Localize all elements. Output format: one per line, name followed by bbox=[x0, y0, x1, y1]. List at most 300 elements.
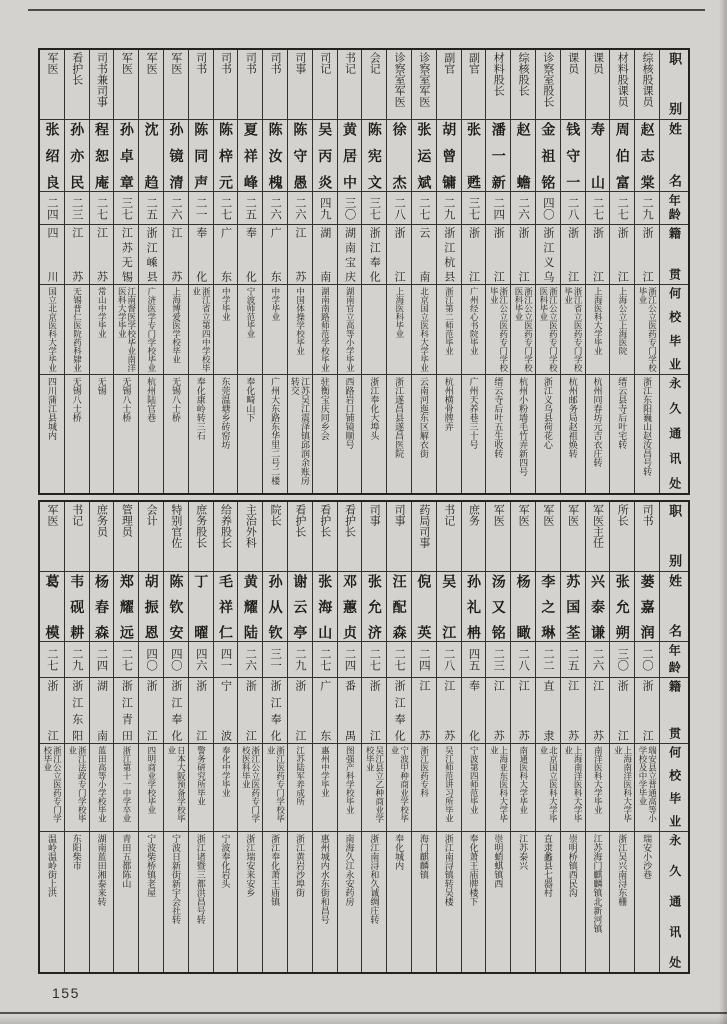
row-header-permanent-address: 永久通讯处 bbox=[667, 834, 682, 970]
school-graduated-cell: 宁波甲种商业学校毕业 bbox=[387, 744, 411, 832]
person-column bbox=[213, 50, 238, 493]
person-column bbox=[386, 502, 411, 972]
person-column bbox=[89, 50, 114, 493]
person-name-cell: 倪英 bbox=[412, 572, 436, 642]
job-title-cell: 庶务股长 bbox=[189, 502, 213, 572]
age-cell: 二四 bbox=[40, 192, 64, 225]
job-title-cell: 会记 bbox=[362, 50, 386, 120]
native-place-cell: 直隶 bbox=[536, 678, 560, 744]
job-title-cell: 司事 bbox=[362, 502, 386, 572]
person-name-cell: 蒌嘉润 bbox=[635, 572, 659, 642]
age-cell: 二三 bbox=[65, 192, 89, 225]
permanent-address-cell: 江苏吴江震泽镇邱润余账房转交 bbox=[289, 377, 311, 485]
native-place-cell: 浙江 bbox=[462, 225, 486, 285]
person-column bbox=[609, 50, 634, 493]
job-title-cell: 综核股长 bbox=[511, 50, 535, 120]
permanent-address-cell: 无锡八士桥 bbox=[170, 377, 181, 422]
permanent-address-cell: 杭州邮务局赵祖焕转 bbox=[567, 377, 578, 458]
age-cell: 三七 bbox=[114, 192, 138, 225]
person-column bbox=[113, 50, 138, 493]
native-place-cell: 浙江 bbox=[40, 678, 64, 744]
row-header-column bbox=[659, 50, 688, 493]
native-place-cell: 云南 bbox=[412, 225, 436, 285]
school-graduated-cell: 江苏陆军养成所 bbox=[288, 744, 312, 832]
person-name-cell: 葛模 bbox=[40, 572, 64, 642]
native-place-cell: 浙江 bbox=[511, 225, 535, 285]
job-title-cell: 诊察室股长 bbox=[536, 50, 560, 120]
permanent-address-cell: 浙江诸暨三都洪昌号转 bbox=[195, 834, 206, 924]
person-column bbox=[287, 50, 312, 493]
job-title-cell: 材料股课员 bbox=[610, 50, 634, 120]
person-name-cell: 徐杰 bbox=[387, 120, 411, 192]
person-column bbox=[163, 502, 188, 972]
job-title-cell: 特别官佐 bbox=[164, 502, 188, 572]
person-column bbox=[361, 502, 386, 972]
person-name-cell: 孙礼柟 bbox=[462, 572, 486, 642]
person-name-cell: 韦砚耕 bbox=[65, 572, 89, 642]
job-title-cell: 军医 bbox=[114, 50, 138, 120]
permanent-address-cell: 浙江奉化大埠头 bbox=[369, 377, 380, 440]
person-column bbox=[312, 502, 337, 972]
school-graduated-cell: 国立北京医科大学毕业 bbox=[40, 285, 64, 375]
job-title-cell: 军医 bbox=[40, 502, 64, 572]
person-name-cell: 孙亦民 bbox=[65, 120, 89, 192]
native-place-cell: 湖南宝庆 bbox=[338, 225, 362, 285]
person-column bbox=[461, 502, 486, 972]
school-graduated-cell: 蓝田高等小学校毕业 bbox=[90, 744, 114, 832]
permanent-address-cell: 浙江黄岩沙埠街 bbox=[294, 834, 305, 897]
person-column bbox=[436, 502, 461, 972]
age-cell: 三〇 bbox=[610, 642, 634, 678]
job-title-cell: 司事 bbox=[288, 50, 312, 120]
school-graduated-cell: 浙江公立医药专门学校医科毕业 bbox=[536, 285, 560, 375]
school-graduated-cell: 浙江第二师范毕业 bbox=[437, 285, 461, 375]
job-title-cell: 看护长 bbox=[313, 502, 337, 572]
job-title-cell: 书记 bbox=[338, 50, 362, 120]
row-header-school-graduated: 何校毕业 bbox=[660, 285, 688, 375]
age-cell: 二二 bbox=[536, 642, 560, 678]
permanent-address-cell: 浙江奉化萧王庙镇 bbox=[270, 834, 281, 906]
person-column bbox=[337, 50, 362, 493]
age-cell: 二三 bbox=[486, 642, 510, 678]
person-name-cell: 张甦 bbox=[462, 120, 486, 192]
school-graduated-cell: 上海亚东医科大学毕业 bbox=[486, 744, 510, 832]
row-header-native-place: 籍贯 bbox=[660, 678, 688, 744]
native-place-cell: 浙江义乌 bbox=[536, 225, 560, 285]
age-cell: 四〇 bbox=[164, 642, 188, 678]
person-name-cell: 毛祥仁 bbox=[214, 572, 238, 642]
native-place-cell: 浙江嵊县 bbox=[139, 225, 163, 285]
person-name-cell: 苏国荃 bbox=[561, 572, 585, 642]
school-graduated-cell: 图强产科学校毕业 bbox=[338, 744, 362, 832]
job-title-cell: 司事 bbox=[387, 502, 411, 572]
person-column bbox=[461, 50, 486, 493]
job-title-cell: 综核股课员 bbox=[635, 50, 659, 120]
age-cell: 二五 bbox=[561, 642, 585, 678]
job-title-cell: 诊察室军医 bbox=[412, 50, 436, 120]
person-column bbox=[287, 502, 312, 972]
job-title-cell: 药局司事 bbox=[412, 502, 436, 572]
native-place-cell: 浙江奉化 bbox=[362, 225, 386, 285]
school-graduated-cell: 吴江县立乙种商业学校毕业 bbox=[362, 744, 386, 832]
person-column bbox=[436, 50, 461, 493]
native-place-cell: 广东 bbox=[214, 225, 238, 285]
person-name-cell: 张海山 bbox=[313, 572, 337, 642]
age-cell: 四〇 bbox=[536, 192, 560, 225]
school-graduated-cell: 北京国立医科大学毕业 bbox=[536, 744, 560, 832]
permanent-address-cell: 无锡 bbox=[96, 377, 107, 395]
person-name-cell: 赵蟾 bbox=[511, 120, 535, 192]
job-title-cell: 军医 bbox=[40, 50, 64, 120]
row-header-person-name: 姓名 bbox=[660, 572, 688, 642]
school-graduated-cell: 上海南洋医科大学毕业 bbox=[610, 744, 634, 832]
age-cell: 三七 bbox=[462, 192, 486, 225]
age-cell: 二七 bbox=[90, 192, 114, 225]
person-column bbox=[485, 50, 510, 493]
permanent-address-cell: 杭州横骨牌弄 bbox=[443, 377, 454, 431]
age-cell: 二八 bbox=[561, 192, 585, 225]
row-header-school-graduated: 何校毕业 bbox=[660, 744, 688, 832]
native-place-cell: 浙江 bbox=[610, 678, 634, 744]
permanent-address-cell: 瑞安小沙巷 bbox=[642, 834, 653, 879]
native-place-cell: 四川 bbox=[40, 225, 64, 285]
age-cell: 二四 bbox=[90, 642, 114, 678]
permanent-address-cell: 宁波奉化岩头 bbox=[220, 834, 231, 888]
school-graduated-cell: 浙江公立医药专门学校毕业 bbox=[40, 744, 64, 832]
school-graduated-cell: 吴江师范讲习所毕业 bbox=[437, 744, 461, 832]
age-cell: 二四 bbox=[486, 192, 510, 225]
person-column bbox=[262, 502, 287, 972]
job-title-cell: 军医 bbox=[139, 50, 163, 120]
native-place-cell: 江苏 bbox=[586, 678, 610, 744]
person-column bbox=[634, 502, 659, 972]
school-graduated-cell: 浙江公立医药专门学校医科毕业 bbox=[511, 285, 535, 375]
job-title-cell: 司书兼司事 bbox=[90, 50, 114, 120]
age-cell: 二六 bbox=[511, 192, 535, 225]
school-graduated-cell: 南通医科大学毕业 bbox=[511, 744, 535, 832]
native-place-cell: 湖南 bbox=[90, 678, 114, 744]
row-header-person-name: 姓名 bbox=[660, 120, 688, 192]
permanent-address-cell: 缙云县寺后叶宅转 bbox=[617, 377, 628, 449]
row-header-age: 年龄 bbox=[660, 642, 688, 678]
person-name-cell: 赵志棠 bbox=[635, 120, 659, 192]
person-name-cell: 陈钦安 bbox=[164, 572, 188, 642]
person-column bbox=[337, 502, 362, 972]
row-header-job-title: 职别 bbox=[660, 50, 688, 120]
person-column bbox=[535, 502, 560, 972]
person-name-cell: 钱守一 bbox=[561, 120, 585, 192]
permanent-address-cell: 浙江吴兴南浔东栅 bbox=[617, 834, 628, 906]
person-column bbox=[188, 502, 213, 972]
person-column bbox=[138, 502, 163, 972]
person-name-cell: 胡曾镛 bbox=[437, 120, 461, 192]
permanent-address-cell: 江苏海门麒麟镇北新河镇 bbox=[592, 834, 603, 933]
native-place-cell: 江苏 bbox=[412, 678, 436, 744]
school-graduated-cell: 瑞安县立普通高等小学校及中学毕业 bbox=[635, 744, 659, 832]
person-name-cell: 张绍良 bbox=[40, 120, 64, 192]
row-header-permanent-address: 永久通讯处 bbox=[667, 377, 682, 491]
age-cell: 二七 bbox=[610, 192, 634, 225]
age-cell: 二八 bbox=[511, 642, 535, 678]
job-title-cell: 管理员 bbox=[114, 502, 138, 572]
school-graduated-cell: 日本大阪预备学校毕业 bbox=[164, 744, 188, 832]
person-name-cell: 张允朔 bbox=[610, 572, 634, 642]
job-title-cell: 所长 bbox=[610, 502, 634, 572]
age-cell: 二六 bbox=[586, 642, 610, 678]
age-cell: 二九 bbox=[635, 192, 659, 225]
permanent-address-cell: 浙江东阳巍山赵汝昌号转 bbox=[642, 377, 653, 476]
permanent-address-cell: 驻衡宝庆同乡会 bbox=[319, 377, 330, 440]
native-place-cell: 浙江 bbox=[610, 225, 634, 285]
native-place-cell: 江苏无锡 bbox=[114, 225, 138, 285]
permanent-address-cell: 崇明蛸蜞镇西 bbox=[493, 834, 504, 888]
age-cell: 二七 bbox=[412, 192, 436, 225]
person-column bbox=[634, 50, 659, 493]
person-column bbox=[138, 50, 163, 493]
person-column bbox=[262, 50, 287, 493]
native-place-cell: 浙江 bbox=[561, 225, 585, 285]
school-graduated-cell: 江南督医学校毕业南洋医科大学毕业 bbox=[114, 285, 138, 375]
school-graduated-cell: 奉化中学毕业 bbox=[214, 744, 238, 832]
age-cell: 二一 bbox=[189, 192, 213, 225]
person-name-cell: 陈宪文 bbox=[362, 120, 386, 192]
permanent-address-cell: 南海久江永安药房 bbox=[344, 834, 355, 906]
native-place-cell: 广东 bbox=[263, 225, 287, 285]
school-graduated-cell: 上海医科毕业 bbox=[387, 285, 411, 375]
person-column bbox=[585, 50, 610, 493]
permanent-address-cell: 东阳柴市 bbox=[71, 834, 82, 870]
school-graduated-cell: 上海公立上海医院 bbox=[610, 285, 634, 375]
person-column bbox=[40, 50, 64, 493]
school-graduated-cell: 惠州中学毕业 bbox=[313, 744, 337, 832]
permanent-address-cell: 奉化城内 bbox=[394, 834, 405, 870]
job-title-cell: 看护长 bbox=[65, 50, 89, 120]
person-column bbox=[560, 502, 585, 972]
job-title-cell: 材料股长 bbox=[486, 50, 510, 120]
school-graduated-cell: 浙江省立医药专门学校毕业 bbox=[561, 285, 585, 375]
person-name-cell: 杨瞰 bbox=[511, 572, 535, 642]
native-place-cell: 浙江 bbox=[635, 678, 659, 744]
native-place-cell: 湖南 bbox=[313, 225, 337, 285]
permanent-address-cell: 宁波日新街新宇会社转 bbox=[170, 834, 181, 924]
native-place-cell: 江苏 bbox=[288, 225, 312, 285]
permanent-address-cell: 浙江南浔和久诚绸庄转 bbox=[369, 834, 380, 924]
permanent-address-cell: 奉化畸山下 bbox=[245, 377, 256, 422]
native-place-cell: 浙江奉化 bbox=[164, 678, 188, 744]
native-place-cell: 江苏 bbox=[511, 678, 535, 744]
person-name-cell: 郑耀远 bbox=[114, 572, 138, 642]
permanent-address-cell: 西路岩口铺镜顺号 bbox=[344, 377, 355, 449]
bottom-rule bbox=[0, 1012, 727, 1014]
school-graduated-cell: 四明商业学校毕业 bbox=[139, 744, 163, 832]
school-graduated-cell: 中学毕业 bbox=[263, 285, 287, 375]
person-column bbox=[40, 502, 64, 972]
school-graduated-cell: 浙江医药专科 bbox=[412, 744, 436, 832]
native-place-cell: 奉化 bbox=[462, 678, 486, 744]
job-title-cell: 军医 bbox=[486, 502, 510, 572]
age-cell: 二七 bbox=[313, 642, 337, 678]
age-cell: 二九 bbox=[65, 642, 89, 678]
native-place-cell: 浙江 bbox=[288, 678, 312, 744]
row-header-native-place: 籍贯 bbox=[660, 225, 688, 285]
job-title-cell: 会计 bbox=[139, 502, 163, 572]
person-name-cell: 谢云亭 bbox=[288, 572, 312, 642]
age-cell: 二八 bbox=[387, 192, 411, 225]
permanent-address-cell: 浙江瑞安来安乡 bbox=[245, 834, 256, 897]
person-column bbox=[411, 502, 436, 972]
person-name-cell: 胡振恩 bbox=[139, 572, 163, 642]
native-place-cell: 浙江 bbox=[189, 678, 213, 744]
job-title-cell: 司书 bbox=[263, 50, 287, 120]
permanent-address-cell: 温岭温岭街上洪 bbox=[46, 834, 57, 897]
permanent-address-cell: 广州天养巷三十号 bbox=[468, 377, 479, 449]
school-graduated-cell: 宁波第四师范毕业 bbox=[462, 744, 486, 832]
native-place-cell: 宁波 bbox=[214, 678, 238, 744]
job-title-cell: 书记 bbox=[65, 502, 89, 572]
permanent-address-cell: 直隶蠡县七器村 bbox=[542, 834, 553, 897]
native-place-cell: 浙江奉化 bbox=[387, 678, 411, 744]
job-title-cell: 司书 bbox=[635, 502, 659, 572]
person-name-cell: 周伯富 bbox=[610, 120, 634, 192]
permanent-address-cell: 杭州同春坊元吉衣庄转 bbox=[592, 377, 603, 467]
person-column bbox=[609, 502, 634, 972]
school-graduated-cell: 广济医学专门学校毕业 bbox=[139, 285, 163, 375]
school-graduated-cell: 常山中学毕业 bbox=[90, 285, 114, 375]
job-title-cell: 军医 bbox=[164, 50, 188, 120]
permanent-address-cell: 广州大东路东华里二号二楼 bbox=[270, 377, 281, 485]
school-graduated-cell: 南洋医科大学毕业 bbox=[586, 744, 610, 832]
job-title-cell: 庶务员 bbox=[90, 502, 114, 572]
school-graduated-cell: 浙江公立医药专门学校医科毕业 bbox=[238, 744, 262, 832]
native-place-cell: 浙江 bbox=[362, 678, 386, 744]
school-graduated-cell: 无锡普仁医院药科肄业 bbox=[65, 285, 89, 375]
job-title-cell: 军医主任 bbox=[586, 502, 610, 572]
school-graduated-cell: 警务研究所毕业 bbox=[189, 744, 213, 832]
job-title-cell: 副官 bbox=[437, 50, 461, 120]
age-cell: 二六 bbox=[288, 192, 312, 225]
job-title-cell: 军医 bbox=[536, 502, 560, 572]
age-cell: 二六 bbox=[238, 642, 262, 678]
roster-table bbox=[38, 48, 690, 974]
school-graduated-cell: 宁波师范毕业 bbox=[238, 285, 262, 375]
native-place-cell: 浙江 bbox=[139, 678, 163, 744]
age-cell: 四〇 bbox=[139, 642, 163, 678]
school-graduated-cell: 中学毕业 bbox=[214, 285, 238, 375]
age-cell: 三一 bbox=[263, 642, 287, 678]
native-place-cell: 浙江 bbox=[635, 225, 659, 285]
job-title-cell: 院长 bbox=[263, 502, 287, 572]
permanent-address-cell: 奉化萧王庙牌楼下 bbox=[468, 834, 479, 906]
age-cell: 二五 bbox=[139, 192, 163, 225]
age-cell: 二七 bbox=[586, 192, 610, 225]
person-column bbox=[510, 50, 535, 493]
person-column bbox=[64, 502, 89, 972]
row-header-age: 年龄 bbox=[660, 192, 688, 225]
person-name-cell: 吴丙炎 bbox=[313, 120, 337, 192]
native-place-cell: 奉化 bbox=[238, 225, 262, 285]
person-column bbox=[535, 50, 560, 493]
age-cell: 二七 bbox=[362, 642, 386, 678]
permanent-address-cell: 海门麒麟镇 bbox=[418, 834, 429, 879]
school-graduated-cell: 湖南南路师范学校毕业 bbox=[313, 285, 337, 375]
person-name-cell: 陈守愚 bbox=[288, 120, 312, 192]
person-column bbox=[560, 50, 585, 493]
permanent-address-cell: 浙江遂昌县遂昌医院 bbox=[394, 377, 405, 458]
person-name-cell: 丁曜 bbox=[189, 572, 213, 642]
person-name-cell: 李之琳 bbox=[536, 572, 560, 642]
person-name-cell: 陈梓元 bbox=[214, 120, 238, 192]
permanent-address-cell: 无锡八士桥 bbox=[121, 377, 132, 422]
permanent-address-cell: 青田五都陈山 bbox=[121, 834, 132, 888]
permanent-address-cell: 崇明桥镇西民沟 bbox=[567, 834, 578, 897]
permanent-address-cell: 杭州陆官巷 bbox=[146, 377, 157, 422]
age-cell: 四六 bbox=[189, 642, 213, 678]
age-cell: 二四 bbox=[412, 642, 436, 678]
school-graduated-cell: 湖南官立高等小学毕业 bbox=[338, 285, 362, 375]
person-name-cell: 陈汝槐 bbox=[263, 120, 287, 192]
person-name-cell: 程恕庵 bbox=[90, 120, 114, 192]
person-column bbox=[188, 50, 213, 493]
native-place-cell: 江苏 bbox=[90, 225, 114, 285]
native-place-cell: 浙江青田 bbox=[114, 678, 138, 744]
school-graduated-cell: 浙江第十一中学卒业 bbox=[114, 744, 138, 832]
person-column bbox=[89, 502, 114, 972]
job-title-cell: 军医 bbox=[561, 502, 585, 572]
native-place-cell: 江苏 bbox=[164, 225, 188, 285]
person-name-cell: 沈趋 bbox=[139, 120, 163, 192]
age-cell: 二九 bbox=[288, 642, 312, 678]
age-cell: 二五 bbox=[238, 192, 262, 225]
age-cell: 二〇 bbox=[635, 642, 659, 678]
school-graduated-cell: 浙江省立第四中学校毕业 bbox=[189, 285, 213, 375]
job-title-cell: 庶务 bbox=[462, 502, 486, 572]
permanent-address-cell: 东莞温塘乡砖窑坊 bbox=[220, 377, 231, 449]
age-cell: 二七 bbox=[40, 642, 64, 678]
permanent-address-cell: 湖南蓝田湘泰来转 bbox=[96, 834, 107, 906]
age-cell: 二六 bbox=[263, 192, 287, 225]
age-cell: 四一 bbox=[214, 642, 238, 678]
native-place-cell: 奉化 bbox=[189, 225, 213, 285]
job-title-cell: 司书 bbox=[238, 50, 262, 120]
age-cell: 二七 bbox=[387, 642, 411, 678]
scan-edge-shade-right bbox=[719, 0, 727, 1024]
top-rule bbox=[28, 9, 705, 11]
person-column bbox=[411, 50, 436, 493]
native-place-cell: 番禺 bbox=[338, 678, 362, 744]
school-graduated-cell: 北京国立医科大学毕业 bbox=[412, 285, 436, 375]
person-column bbox=[113, 502, 138, 972]
native-place-cell: 江苏 bbox=[65, 225, 89, 285]
person-name-cell: 黄耀陆 bbox=[238, 572, 262, 642]
native-place-cell: 浙江奉化 bbox=[263, 678, 287, 744]
school-graduated-cell: 上海南洋医科大学毕业 bbox=[561, 744, 585, 832]
person-column bbox=[64, 50, 89, 493]
school-graduated-cell bbox=[362, 285, 386, 375]
age-cell: 二八 bbox=[437, 642, 461, 678]
person-name-cell: 陈同声 bbox=[189, 120, 213, 192]
person-column bbox=[386, 50, 411, 493]
age-cell: 二七 bbox=[214, 192, 238, 225]
school-graduated-cell: 上海医科大学毕业 bbox=[586, 285, 610, 375]
person-name-cell: 张运斌 bbox=[412, 120, 436, 192]
person-name-cell: 孙镜清 bbox=[164, 120, 188, 192]
school-graduated-cell: 中国体操学校毕业 bbox=[288, 285, 312, 375]
native-place-cell: 广东 bbox=[313, 678, 337, 744]
job-title-cell: 司书 bbox=[189, 50, 213, 120]
age-cell: 二六 bbox=[164, 192, 188, 225]
school-graduated-cell: 浙江医药专门学校毕业 bbox=[263, 744, 287, 832]
person-name-cell: 夏祥峰 bbox=[238, 120, 262, 192]
